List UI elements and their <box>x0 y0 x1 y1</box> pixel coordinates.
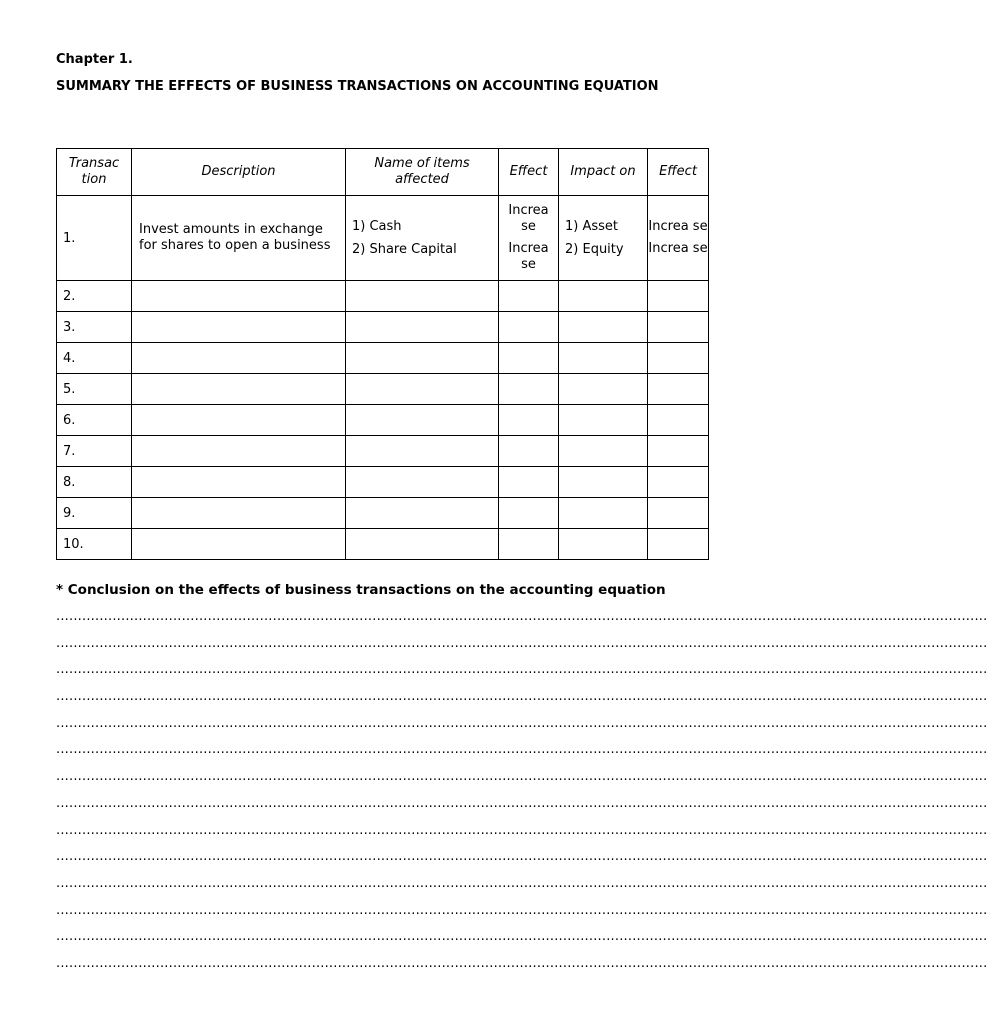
dotted-answer-line: ....................................................................................................................................................................................................................... <box>56 769 987 785</box>
row-number: 3. <box>57 312 132 343</box>
empty-cell <box>559 529 648 560</box>
empty-cell <box>132 281 346 312</box>
row-number: 7. <box>57 436 132 467</box>
dotted-answer-line: ....................................................................................................................................................................................................................... <box>56 689 987 705</box>
empty-cell <box>132 312 346 343</box>
empty-cell <box>648 312 709 343</box>
empty-cell <box>346 436 499 467</box>
empty-cell <box>648 436 709 467</box>
dotted-answer-line: ....................................................................................................................................................................................................................... <box>56 715 987 731</box>
header-description: Description <box>132 149 346 196</box>
empty-cell <box>132 405 346 436</box>
empty-cell <box>559 467 648 498</box>
row-number: 9. <box>57 498 132 529</box>
effect-value: Increa se <box>508 241 549 272</box>
dotted-answer-line: ....................................................................................................................................................................................................................... <box>56 635 987 651</box>
table-row <box>57 529 709 560</box>
empty-cell <box>132 436 346 467</box>
table-row <box>57 467 709 498</box>
empty-cell <box>346 312 499 343</box>
empty-cell <box>346 467 499 498</box>
row-number: 10. <box>57 529 132 560</box>
header-items-affected: Name of items affected <box>346 149 499 196</box>
empty-cell <box>346 498 499 529</box>
chapter-heading: Chapter 1. <box>56 52 133 67</box>
dotted-answer-line: ....................................................................................................................................................................................................................... <box>56 742 987 758</box>
impact-asset: 1) Asset <box>565 218 619 234</box>
table-row <box>57 196 709 281</box>
effect-value: Increa se <box>648 241 708 256</box>
empty-cell <box>132 498 346 529</box>
empty-cell <box>499 467 559 498</box>
empty-cell <box>648 498 709 529</box>
empty-cell <box>648 405 709 436</box>
empty-cell <box>648 467 709 498</box>
empty-cell <box>499 405 559 436</box>
table-row <box>57 281 709 312</box>
empty-cell <box>559 498 648 529</box>
empty-cell <box>499 312 559 343</box>
header-impact-on: Impact on <box>559 149 648 196</box>
effect-value: Increa se <box>648 219 708 234</box>
empty-cell <box>499 436 559 467</box>
empty-cell <box>559 436 648 467</box>
dotted-answer-line: ....................................................................................................................................................................................................................... <box>56 875 987 891</box>
dotted-answer-line: ....................................................................................................................................................................................................................... <box>56 795 987 811</box>
empty-cell <box>346 281 499 312</box>
table-row <box>57 405 709 436</box>
row-number: 2. <box>57 281 132 312</box>
conclusion-heading: * Conclusion on the effects of business transactions on the accounting equation <box>56 582 666 598</box>
row-number: 1. <box>57 196 132 281</box>
item-cash: 1) Cash <box>352 218 402 234</box>
effect-value: Increa se <box>508 203 549 234</box>
impact-equity: 2) Equity <box>565 241 624 257</box>
empty-cell <box>346 343 499 374</box>
empty-cell <box>132 467 346 498</box>
empty-cell <box>346 405 499 436</box>
table-row <box>57 436 709 467</box>
dotted-answer-line: ....................................................................................................................................................................................................................... <box>56 929 987 945</box>
row-effect <box>499 196 559 281</box>
dotted-answer-line: ....................................................................................................................................................................................................................... <box>56 849 987 865</box>
empty-cell <box>648 374 709 405</box>
transactions-table <box>56 148 709 560</box>
empty-cell <box>559 374 648 405</box>
table-row <box>57 374 709 405</box>
empty-cell <box>648 281 709 312</box>
row-effect-2 <box>648 196 709 281</box>
table-row <box>57 343 709 374</box>
row-number: 5. <box>57 374 132 405</box>
header-transaction: Transac tion <box>57 149 132 196</box>
empty-cell <box>559 312 648 343</box>
empty-cell <box>559 281 648 312</box>
empty-cell <box>559 343 648 374</box>
item-share-capital: 2) Share Capital <box>352 241 457 257</box>
empty-cell <box>648 529 709 560</box>
empty-cell <box>346 374 499 405</box>
row-description: Invest amounts in exchange for shares to open a business <box>132 196 346 281</box>
empty-cell <box>499 281 559 312</box>
table-row <box>57 312 709 343</box>
answer-lines <box>56 608 987 982</box>
empty-cell <box>648 343 709 374</box>
document-title: SUMMARY THE EFFECTS OF BUSINESS TRANSACTIONS ON ACCOUNTING EQUATION <box>56 79 659 94</box>
empty-cell <box>499 498 559 529</box>
dotted-answer-line: ....................................................................................................................................................................................................................... <box>56 609 987 624</box>
empty-cell <box>132 374 346 405</box>
empty-cell <box>499 529 559 560</box>
dotted-answer-line: ....................................................................................................................................................................................................................... <box>56 662 987 678</box>
row-number: 8. <box>57 467 132 498</box>
dotted-answer-line: ....................................................................................................................................................................................................................... <box>56 955 987 971</box>
empty-cell <box>499 374 559 405</box>
empty-cell <box>346 529 499 560</box>
empty-cell <box>559 405 648 436</box>
empty-cell <box>132 343 346 374</box>
row-number: 4. <box>57 343 132 374</box>
dotted-answer-line: ....................................................................................................................................................................................................................... <box>56 902 987 918</box>
row-impact <box>559 196 648 281</box>
header-effect-2: Effect <box>648 149 709 196</box>
dotted-answer-line: ....................................................................................................................................................................................................................... <box>56 822 987 838</box>
empty-cell <box>499 343 559 374</box>
row-number: 6. <box>57 405 132 436</box>
table-row <box>57 498 709 529</box>
empty-cell <box>132 529 346 560</box>
table-header-row <box>57 149 709 196</box>
row-items <box>346 196 499 281</box>
header-effect: Effect <box>499 149 559 196</box>
